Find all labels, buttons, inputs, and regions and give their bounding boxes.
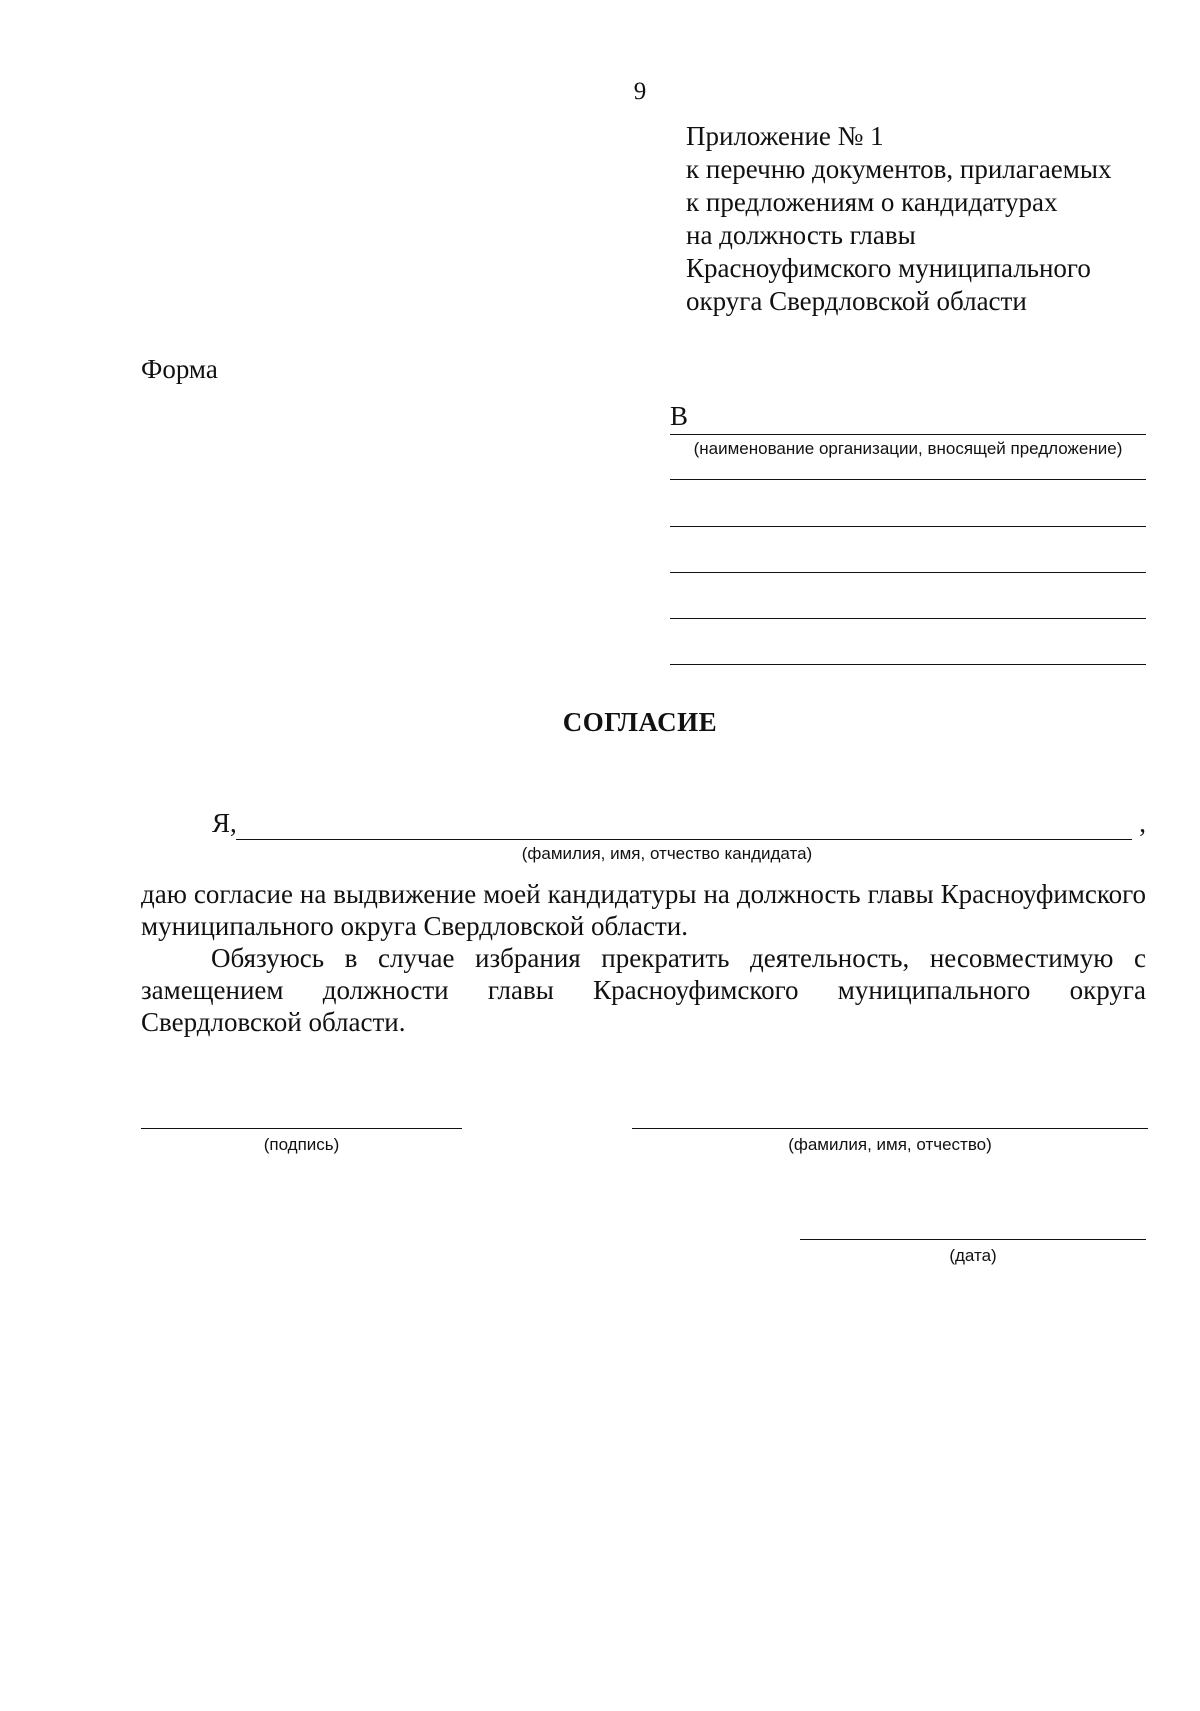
ya-text: Я, bbox=[212, 808, 237, 838]
candidate-name-row bbox=[212, 808, 1146, 844]
signature-block bbox=[141, 1128, 462, 1155]
addressee-blank-line bbox=[670, 664, 1146, 665]
full-name-caption: (фамилия, имя, отчество) bbox=[788, 1135, 992, 1154]
appendix-line: Красноуфимского муниципального bbox=[686, 253, 1091, 283]
appendix-line: к перечню документов, прилагаемых bbox=[686, 154, 1112, 184]
addressee-block bbox=[670, 400, 1146, 459]
date-block bbox=[800, 1239, 1146, 1266]
addressee-caption: (наименование организации, вносящей предложение) bbox=[693, 439, 1123, 458]
full-name-line bbox=[632, 1128, 1148, 1129]
candidate-name-line bbox=[236, 839, 1132, 840]
signature-line bbox=[141, 1128, 462, 1129]
appendix-header bbox=[686, 120, 1112, 318]
addressee-blank-line bbox=[670, 526, 1146, 527]
consent-body bbox=[141, 878, 1146, 1038]
form-label: Форма bbox=[141, 354, 218, 384]
date-caption: (дата) bbox=[949, 1246, 997, 1265]
document-title: СОГЛАСИЕ bbox=[562, 707, 718, 737]
addressee-blank-line bbox=[670, 479, 1146, 480]
appendix-line: к предложениям о кандидатурах bbox=[686, 187, 1058, 217]
page-number: 9 bbox=[633, 78, 647, 105]
appendix-line: округа Свердловской области bbox=[686, 286, 1027, 316]
date-line bbox=[800, 1239, 1146, 1240]
consent-paragraph: даю согласие на выдвижение моей кандидатуры на должность главы Красноуфимского муниципального округа Свердловской области. bbox=[141, 879, 1146, 941]
addressee-field: В bbox=[670, 400, 1146, 435]
addressee-blank-line bbox=[670, 618, 1146, 619]
signature-caption: (подпись) bbox=[263, 1135, 340, 1154]
appendix-line: на должность главы bbox=[686, 220, 916, 250]
appendix-line: Приложение № 1 bbox=[686, 121, 884, 151]
candidate-name-caption: (фамилия, имя, отчество кандидата) bbox=[521, 844, 813, 863]
obligation-paragraph: Обязуюсь в случае избрания прекратить деятельность, несовместимую с замещением должности главы Красноуфимского муниципального округа Свердловской области. bbox=[141, 943, 1146, 1037]
full-name-block bbox=[632, 1128, 1148, 1155]
comma-text: , bbox=[1139, 808, 1146, 838]
addressee-blank-line bbox=[670, 572, 1146, 573]
